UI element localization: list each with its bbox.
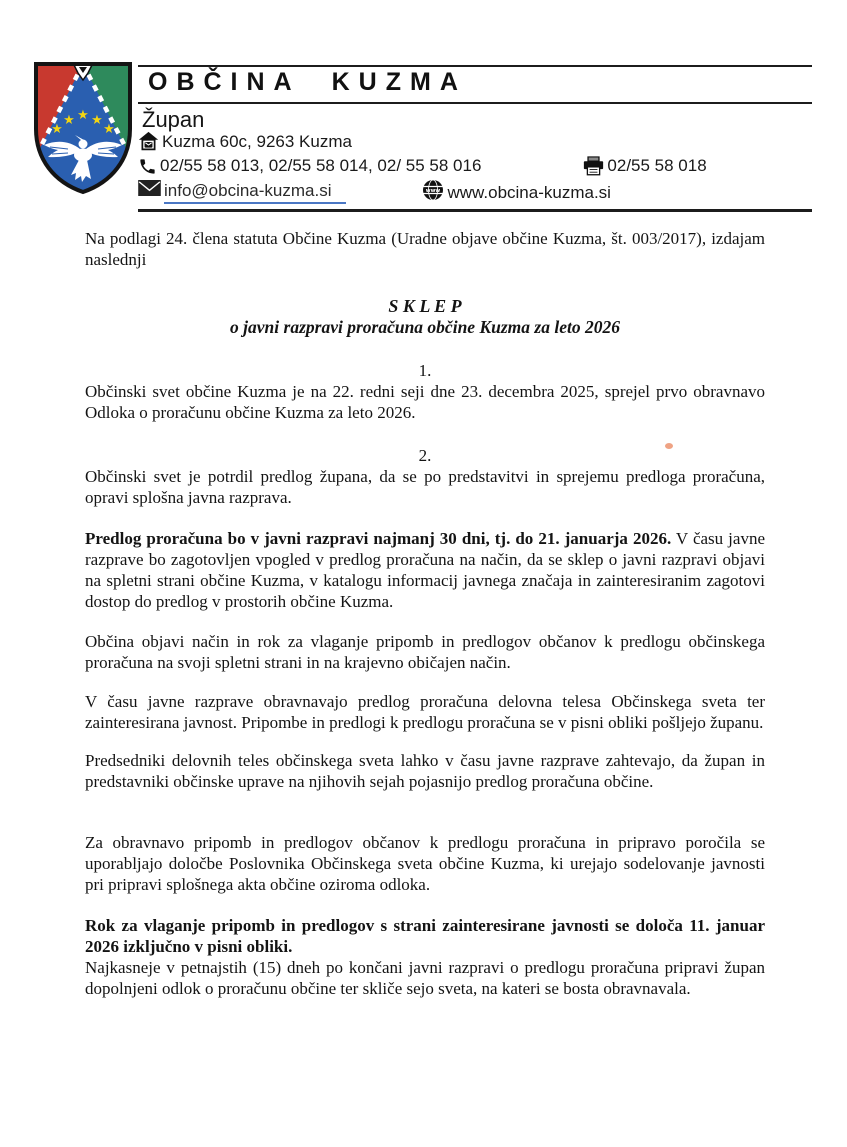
phone-icon [138, 157, 157, 176]
svg-text:★: ★ [91, 113, 103, 128]
public-discussion-paragraph [85, 528, 765, 612]
publication-method-paragraph: Občina objavi način in rok za vlaganje pripomb in predlogov občanov k predlogu občinskega proračuna na svoji spletni strani in na krajevno običajen način. [85, 632, 765, 672]
svg-text:★: ★ [77, 108, 89, 123]
scan-artifact-dot [665, 443, 673, 449]
working-bodies-paragraph: V času javne razprave obravnavajo predlog proračuna delovna telesa Občinskega sveta ter zainteresirana javnost. Pripombe in predlogi k predlogu proračuna se v pisni obliki pošljejo županu. [85, 692, 765, 732]
svg-text:★: ★ [63, 113, 75, 128]
doc-intro: Na podlagi 24. člena statuta Občine Kuzma (Uradne objave občine Kuzma, št. 003/2017), izdajam naslednji [85, 229, 765, 269]
header-rule-top [138, 65, 812, 67]
final-ordinance-paragraph: Najkasneje v petnajstih (15) dneh po končani javni razpravi o predlogu proračuna pripravi župan dopolnjeni odlok o proračunu občine ter skliče sejo sveta, na kateri se bosta obravnavala. [85, 958, 765, 998]
document-body [85, 228, 765, 999]
doc-title: S K L E P [388, 296, 462, 316]
envelope-icon [138, 180, 161, 196]
section-2-paragraph: Občinski svet je potrdil predlog župana, da se po predstavitvi in sprejemu predloga proračuna, opravi splošna javna razprava. [85, 467, 765, 507]
header-rule-bottom [138, 209, 812, 212]
role-title: Župan [142, 107, 205, 132]
submission-deadline-paragraph: Rok za vlaganje pripomb in predlogov s strani zainteresirane javnosti se določa 11. januar 2026 izključno v pisni obliki. [85, 916, 765, 956]
svg-text:★: ★ [51, 122, 63, 137]
website-text: www.obcina-kuzma.si [447, 182, 611, 202]
fax-number: 02/55 58 018 [607, 156, 707, 175]
globe-www-icon [422, 179, 444, 201]
doc-subtitle: o javni razpravi proračuna občine Kuzma za leto 2026 [230, 317, 620, 337]
fax-icon [583, 156, 604, 176]
coat-of-arms [28, 61, 138, 195]
svg-text:www: www [425, 187, 440, 194]
chairpersons-paragraph: Predsedniki delovnih teles občinskega sveta lahko v času javne razprave zahtevajo, da župan in predstavniki občinske uprave na njihovih sejah pojasnijo predlog proračuna občine. [85, 751, 765, 791]
rules-of-procedure-paragraph: Za obravnavo pripomb in predlogov občanov k predlogu proračuna in pripravo poročila se uporabljajo določbe Poslovnika Občinskega sveta občine Kuzma, ki urejajo sodelovanje javnosti pri pripravi splošnega akta občine oziroma odloka. [85, 833, 765, 894]
email-link[interactable]: info@obcina-kuzma.si [164, 181, 346, 204]
header-rule-middle [138, 102, 812, 104]
house-icon [138, 131, 159, 152]
email-row [138, 181, 611, 204]
municipality-name: OBČINA KUZMA [148, 68, 467, 96]
svg-text:★: ★ [103, 122, 115, 137]
phone-numbers: 02/55 58 013, 02/55 58 014, 02/ 55 58 016 [160, 156, 482, 175]
section-1-number: 1. [418, 361, 432, 380]
address-text: Kuzma 60c, 9263 Kuzma [162, 131, 352, 151]
address-row [138, 131, 352, 152]
phone-row [138, 156, 707, 176]
public-discussion-rest: V času javne razprave bo zagotovljen vpogled v predlog proračuna na način, da se sklep o javni razpravi objavi na spletni strani občine Kuzma, v katalogu informacij javnega značaja in zainteresiranim zagotovi dostop do predlog v prostorih občine Kuzma. [85, 529, 765, 611]
section-2-number: 2. [418, 446, 432, 465]
section-1-paragraph: Občinski svet občine Kuzma je na 22. redni seji dne 23. decembra 2025, sprejel prvo obravnavo Odloka o proračunu občine Kuzma za leto 2026. [85, 382, 765, 422]
public-discussion-deadline-bold: Predlog proračuna bo v javni razpravi najmanj 30 dni, tj. do 21. januarja 2026. [85, 529, 672, 548]
